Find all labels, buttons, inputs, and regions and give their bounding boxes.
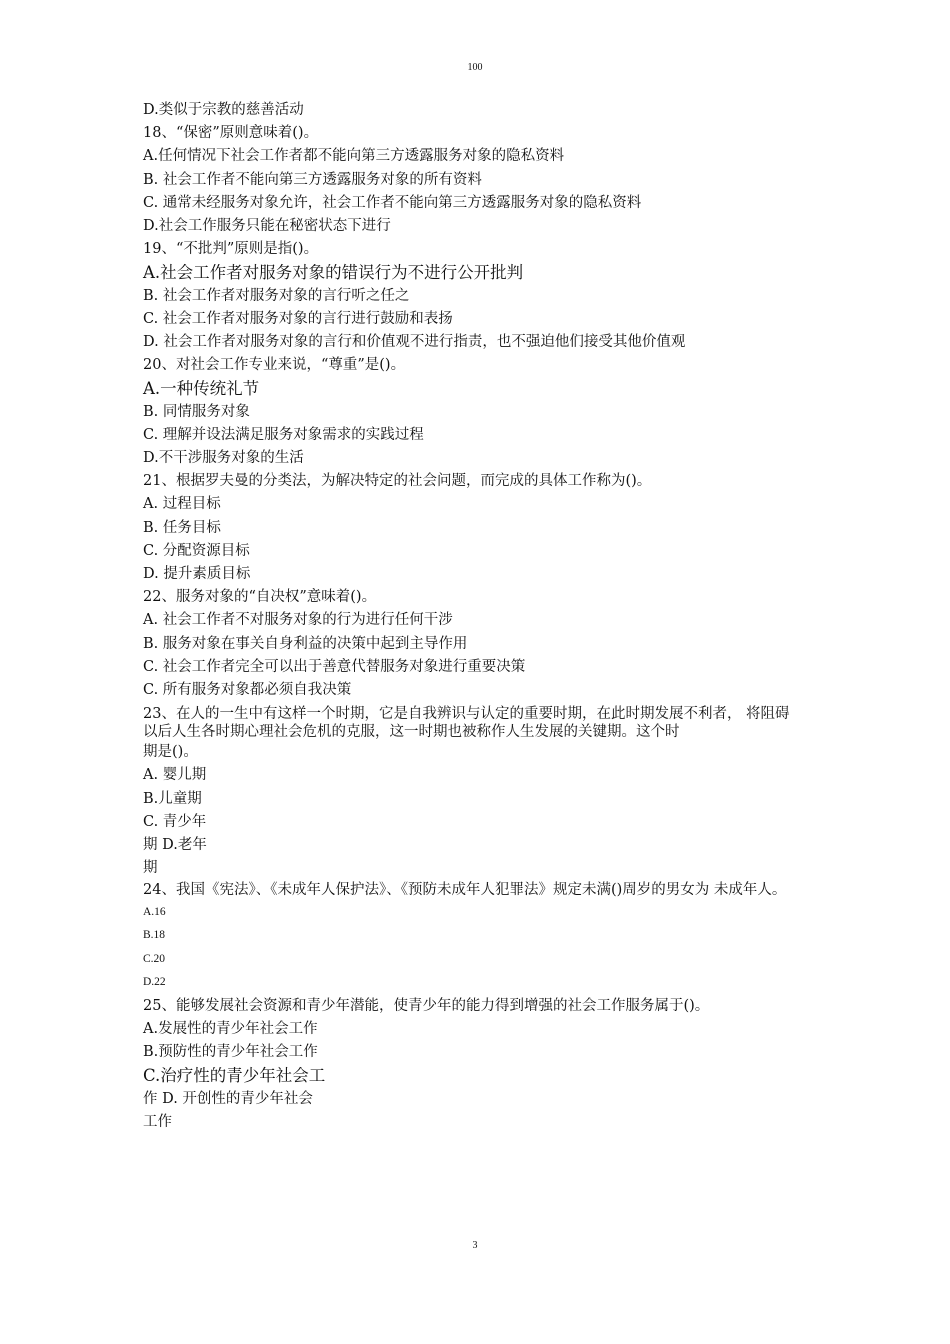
option-20-a: A.一种传统礼节 bbox=[143, 379, 260, 399]
option-24-c: C.20 bbox=[143, 952, 166, 965]
option-22-a: A. 社会工作者不对服务对象的行为进行任何干涉 bbox=[143, 612, 453, 629]
option-23-b: B.儿童期 bbox=[143, 790, 202, 807]
option-17-d: D.类似于宗教的慈善活动 bbox=[143, 102, 304, 118]
option-20-d: D.不干涉服务对象的生活 bbox=[143, 450, 304, 467]
option-21-b: B. 任务目标 bbox=[143, 519, 221, 536]
question-23: 23、在人的一生中有这样一个时期，它是自我辨识与认定的重要时期，在此时期发展不利者， 将阻碍以后人生各时期心理社会危机的克服，这一时期也被称作人生发展的关键期。这个时 bbox=[143, 706, 790, 741]
option-19-c: C. 社会工作者对服务对象的言行进行鼓励和表扬 bbox=[143, 310, 453, 327]
option-22-b: B. 服务对象在事关自身利益的决策中起到主导作用 bbox=[143, 635, 468, 652]
option-19-a: A.社会工作者对服务对象的错误行为不进行公开批判 bbox=[143, 263, 524, 283]
option-25-d-end: 工作 bbox=[143, 1113, 172, 1130]
option-24-b: B.18 bbox=[143, 929, 166, 942]
question-21: 21、根据罗夫曼的分类法，为解决特定的社会问题，而完成的具体工作称为()。 bbox=[143, 473, 652, 490]
option-18-d: D.社会工作服务只能在秘密状态下进行 bbox=[143, 218, 391, 235]
page-header-label: 100 bbox=[467, 62, 483, 73]
option-24-d: D.22 bbox=[143, 976, 166, 989]
option-18-c: C. 通常未经服务对象允许，社会工作者不能向第三方透露服务对象的隐私资料 bbox=[143, 194, 642, 211]
document-body bbox=[143, 99, 803, 1134]
option-24-a: A.16 bbox=[143, 905, 166, 918]
question-18: 18、“保密”原则意味着()。 bbox=[143, 125, 319, 142]
option-23-d-end: 期 bbox=[143, 860, 158, 877]
question-22: 22、服务对象的“自决权”意味着()。 bbox=[143, 589, 377, 606]
option-21-c: C. 分配资源目标 bbox=[143, 542, 250, 559]
option-20-b: B. 同情服务对象 bbox=[143, 403, 250, 420]
option-18-a: A.任何情况下社会工作者都不能向第三方透露服务对象的隐私资料 bbox=[143, 148, 565, 165]
option-21-a: A. 过程目标 bbox=[143, 496, 221, 513]
option-25-c-d: 作 D. 开创性的青少年社会 bbox=[143, 1090, 313, 1107]
question-24: 24、我国《宪法》、《未成年人保护法》、《预防未成年人犯罪法》规定未满()周岁的男女为 未成年人。 bbox=[143, 881, 787, 898]
question-23-end: 期是()。 bbox=[143, 744, 198, 761]
question-20: 20、对社会工作专业来说，“尊重”是()。 bbox=[143, 357, 406, 374]
question-25: 25、能够发展社会资源和青少年潜能，使青少年的能力得到增强的社会工作服务属于()。 bbox=[143, 997, 710, 1014]
option-25-b: B.预防性的青少年社会工作 bbox=[143, 1044, 318, 1061]
option-22-c-2: C. 所有服务对象都必须自我决策 bbox=[143, 682, 352, 699]
option-19-d: D. 社会工作者对服务对象的言行和价值观不进行指责，也不强迫他们接受其他价值观 bbox=[143, 334, 686, 351]
option-18-b: B. 社会工作者不能向第三方透露服务对象的所有资料 bbox=[143, 171, 482, 188]
option-23-a: A. 婴儿期 bbox=[143, 767, 207, 784]
option-23-c-d: 期 D.老年 bbox=[143, 837, 207, 854]
option-25-c: C.治疗性的青少年社会工 bbox=[143, 1066, 326, 1086]
option-19-b: B. 社会工作者对服务对象的言行听之任之 bbox=[143, 287, 410, 304]
page-number: 3 bbox=[472, 1240, 478, 1251]
option-23-c: C. 青少年 bbox=[143, 813, 207, 830]
option-25-a: A.发展性的青少年社会工作 bbox=[143, 1021, 318, 1038]
option-21-d: D. 提升素质目标 bbox=[143, 566, 251, 583]
option-22-c: C. 社会工作者完全可以出于善意代替服务对象进行重要决策 bbox=[143, 658, 526, 675]
question-19: 19、“不批判”原则是指()。 bbox=[143, 241, 319, 258]
option-20-c: C. 理解并设法满足服务对象需求的实践过程 bbox=[143, 426, 424, 443]
